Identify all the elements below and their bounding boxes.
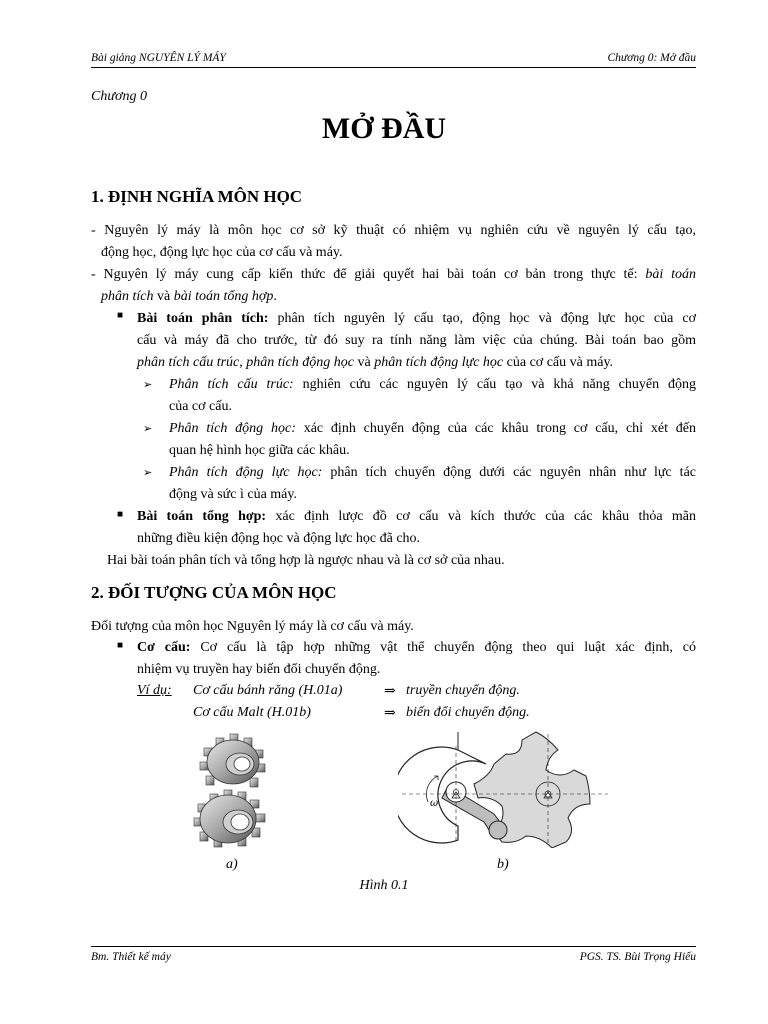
item2-text: xác định chuyển động của các khâu trong cơ cấu, chỉ xét đến	[295, 421, 697, 436]
gear-top	[200, 734, 265, 787]
footer-author: PGS. TS. Bùi Trọng Hiếu	[579, 951, 696, 963]
synthesis-label: Bài toán tổng hợp:	[137, 509, 267, 524]
omega-label: ω	[430, 798, 439, 809]
analysis-tail: của cơ cấu và máy.	[503, 355, 614, 370]
s1-p2-line2	[101, 286, 696, 308]
example2-name: Cơ cấu Malt (H.01b)	[193, 705, 311, 720]
conj-and: và	[353, 355, 375, 370]
item3-term: Phân tích động lực học:	[169, 465, 323, 480]
s1-p2-line1	[91, 264, 696, 286]
conj-and: và	[153, 289, 174, 304]
term-analysis: phân tích	[101, 289, 154, 304]
gear-bottom	[194, 790, 265, 847]
period: .	[273, 289, 277, 304]
term-kinematic: phân tích động học	[246, 355, 354, 370]
item2-term: Phân tích động học:	[169, 421, 296, 436]
header-chapter: Chương 0: Mở đầu	[607, 52, 696, 64]
figure-caption: Hình 0.1	[359, 878, 409, 893]
s2-intro: Đối tượng của môn học Nguyên lý máy là cơ cấu và máy.	[91, 619, 414, 634]
synthesis-line1	[137, 506, 696, 528]
arrow-bullet-icon: ➢	[143, 423, 153, 435]
header-course-title: Bài giảng NGUYÊN LÝ MÁY	[91, 52, 226, 64]
analysis-line3	[137, 352, 696, 374]
arrow-bullet-icon: ➢	[143, 379, 153, 391]
item1-term: Phân tích cấu trúc:	[169, 377, 294, 392]
example-label: Ví dụ:	[137, 683, 172, 698]
gear-pair-figure	[180, 732, 290, 848]
term-synthesis: bài toán tổng hợp	[173, 289, 274, 304]
item3-line2: động và sức ì của máy.	[169, 487, 297, 502]
item1-line1	[169, 374, 696, 396]
figure-label-b: b)	[497, 857, 509, 872]
section2-heading: 2. ĐỐI TƯỢNG CỦA MÔN HỌC	[91, 583, 337, 602]
item2-line1	[169, 418, 696, 440]
page-header	[91, 52, 696, 68]
item1-text: nghiên cứu các nguyên lý cấu tạo và khả năng chuyển động	[293, 377, 696, 392]
driver-disk	[398, 732, 486, 843]
s1-closing: Hai bài toán phân tích và tổng hợp là ngược nhau và là cơ sở của nhau.	[107, 553, 505, 568]
item3-line1	[169, 462, 696, 484]
implies-arrow-icon: ⇒	[384, 684, 396, 699]
analysis-label: Bài toán phân tích:	[137, 311, 269, 326]
figure-label-a: a)	[226, 857, 238, 872]
page-footer	[91, 946, 696, 967]
chapter-label: Chương 0	[91, 89, 147, 104]
footer-department: Bm. Thiết kế máy	[91, 951, 171, 963]
square-bullet-icon: ■	[117, 640, 124, 651]
comma: ,	[239, 355, 247, 370]
page-title: MỞ ĐẦU	[321, 112, 447, 145]
term-dynamic: phân tích động lực học	[374, 355, 504, 370]
mechanism-text: Cơ cấu là tập hợp những vật thể chuyển động theo qui luật xác định, có	[190, 640, 696, 655]
s1-p1-line2: động học, động lực học của cơ cấu và máy.	[101, 245, 343, 260]
analysis-text-1: phân tích nguyên lý cấu tạo, động học và động lực học của cơ	[268, 311, 696, 326]
synthesis-line2: những điều kiện động học và động lực học đã cho.	[137, 531, 421, 546]
s1-p1-line1: - Nguyên lý máy là môn học cơ sở kỹ thuật có nhiệm vụ nghiên cứu về nguyên lý cấu tạo,	[91, 223, 696, 238]
synthesis-text: xác định lược đồ cơ cấu và kích thước của các khâu thỏa mãn	[266, 509, 696, 524]
s1-p2-italic: bài toán	[645, 267, 696, 282]
item1-line2: của cơ cấu.	[169, 399, 232, 414]
mechanism-line1	[137, 637, 696, 659]
example2-result: biến đổi chuyển động.	[406, 705, 530, 720]
section1-heading: 1. ĐỊNH NGHĨA MÔN HỌC	[91, 187, 303, 206]
term-structural: phân tích cấu trúc	[137, 355, 240, 370]
item3-text: phân tích chuyển động dưới các nguyên nhân như lực tác	[322, 465, 696, 480]
s1-p2-text: - Nguyên lý máy cung cấp kiến thức để giải quyết hai bài toán cơ bản trong thực tế:	[91, 267, 646, 282]
example1-name: Cơ cấu bánh răng (H.01a)	[193, 683, 343, 698]
implies-arrow-icon: ⇒	[384, 706, 396, 721]
mechanism-label: Cơ cấu:	[137, 640, 191, 655]
geneva-mechanism-figure	[398, 726, 612, 848]
analysis-line1	[137, 308, 696, 330]
mechanism-line2: nhiệm vụ truyền hay biến đổi chuyển động.	[137, 662, 381, 677]
example1-result: truyền chuyển động.	[406, 683, 520, 698]
item2-line2: quan hệ hình học giữa các khâu.	[169, 443, 350, 458]
arrow-bullet-icon: ➢	[143, 467, 153, 479]
analysis-line2: cấu và máy đã cho trước, từ đó suy ra tính năng làm việc của chúng. Bài toán bao gồm	[137, 333, 696, 348]
square-bullet-icon: ■	[117, 509, 124, 520]
square-bullet-icon: ■	[117, 310, 124, 321]
